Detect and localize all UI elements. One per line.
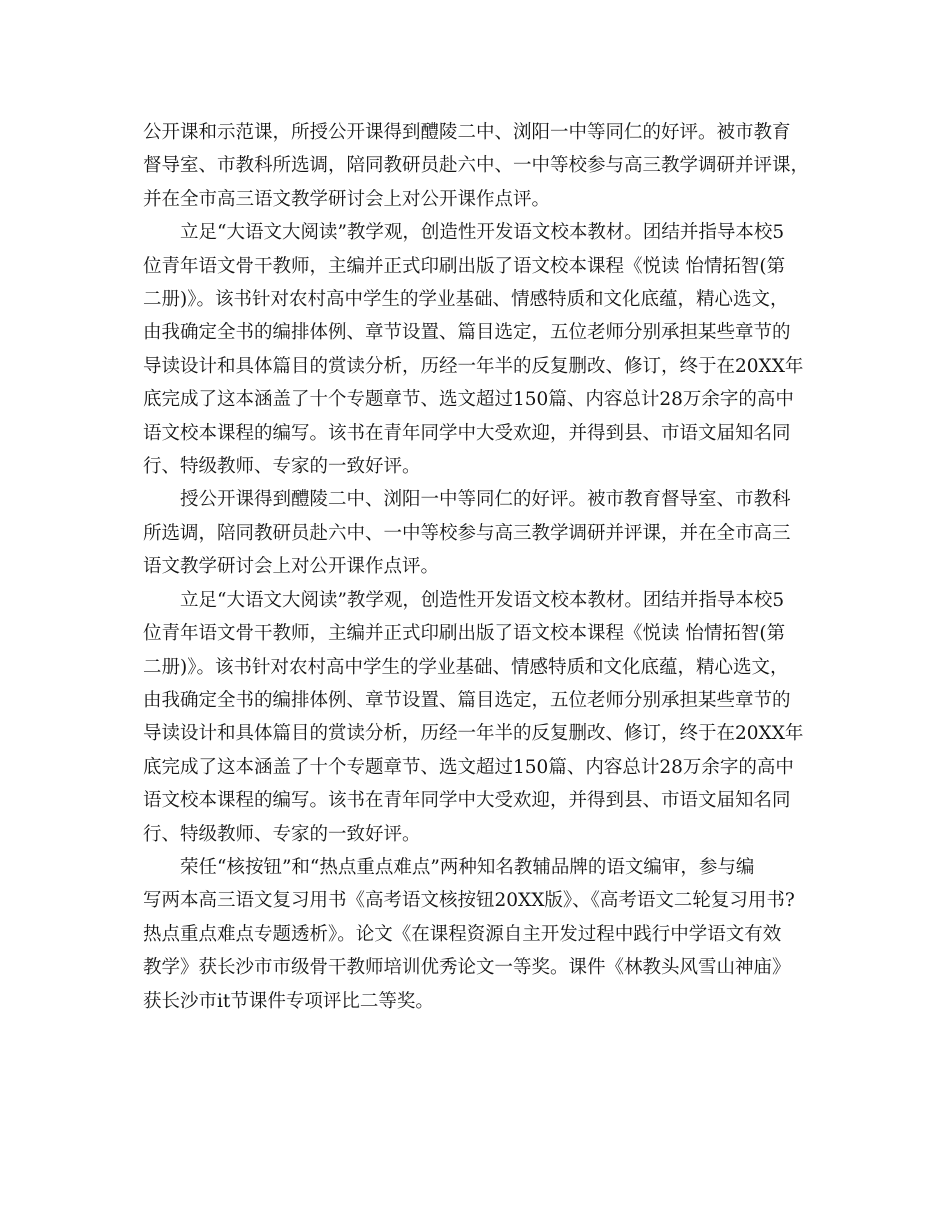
text-line: 教学》获长沙市市级骨干教师培训优秀论文一等奖。课件《林教头风雪山神庙》 <box>143 957 791 979</box>
text-line: 底完成了这本涵盖了十个专题章节、选文超过150篇、内容总计28万余字的高中 <box>143 389 794 411</box>
text-line: 行、特级教师、专家的一致好评。 <box>143 823 421 845</box>
paragraph-1 <box>143 116 810 216</box>
paragraph-4 <box>143 584 803 851</box>
text-line: 语文校本课程的编写。该书在青年同学中大受欢迎，并得到县、市语文届知名同 <box>143 422 791 444</box>
text-line: 由我确定全书的编排体例、章节设置、篇目选定，五位老师分别承担某些章节的 <box>143 322 791 344</box>
text-line: 热点重点难点专题透析》。论文《在课程资源自主开发过程中践行中学语文有效 <box>143 923 782 945</box>
paragraph-2 <box>143 216 803 483</box>
text-line: 导读设计和具体篇目的赏读分析，历经一年半的反复删改、修订，终于在20XX年 <box>143 723 804 745</box>
text-line: 公开课和示范课，所授公开课得到醴陵二中、浏阳一中等同仁的好评。被市教育 <box>143 122 791 143</box>
text-line: 写两本高三语文复习用书《高考语文核按钮20XX版》、《高考语文二轮复习用书? <box>143 890 795 912</box>
text-line: 语文校本课程的编写。该书在青年同学中大受欢迎，并得到县、市语文届知名同 <box>143 790 791 812</box>
text-line: 立足“大语文大阅读”教学观，创造性开发语文校本教材。团结并指导本校5 <box>180 222 785 244</box>
text-line: 位青年语文骨干教师，主编并正式印刷出版了语文校本课程《悦读 怡情拓智(第 <box>143 623 786 645</box>
text-line: 督导室、市教科所选调，陪同教研员赴六中、一中等校参与高三教学调研并评课， <box>143 155 810 177</box>
text-line: 底完成了这本涵盖了十个专题章节、选文超过150篇、内容总计28万余字的高中 <box>143 756 794 778</box>
text-line: 位青年语文骨干教师，主编并正式印刷出版了语文校本课程《悦读 怡情拓智(第 <box>143 255 786 277</box>
text-line: 二册)》。该书针对农村高中学生的学业基础、情感特质和文化底蕴，精心选文， <box>143 289 789 311</box>
text-line: 导读设计和具体篇目的赏读分析，历经一年半的反复删改、修订，终于在20XX年 <box>143 355 804 377</box>
text-line: 并在全市高三语文教学研讨会上对公开课作点评。 <box>143 188 551 210</box>
text-line: 获长沙市it节课件专项评比二等奖。 <box>143 990 434 1012</box>
document-body <box>143 116 810 1018</box>
text-line: 所选调，陪同教研员赴六中、一中等校参与高三教学调研并评课，并在全市高三 <box>143 522 791 544</box>
text-line: 授公开课得到醴陵二中、浏阳一中等同仁的好评。被市教育督导室、市教科 <box>180 489 791 511</box>
text-line: 由我确定全书的编排体例、章节设置、篇目选定，五位老师分别承担某些章节的 <box>143 689 791 711</box>
text-line: 二册)》。该书针对农村高中学生的学业基础、情感特质和文化底蕴，精心选文， <box>143 656 789 678</box>
paragraph-3 <box>143 483 803 583</box>
text-line: 立足“大语文大阅读”教学观，创造性开发语文校本教材。团结并指导本校5 <box>180 589 785 611</box>
text-line: 语文教学研讨会上对公开课作点评。 <box>143 556 440 578</box>
text-line: 荣任“核按钮”和“热点重点难点”两种知名教辅品牌的语文编审，参与编 <box>180 856 755 878</box>
paragraph-5 <box>143 851 803 1018</box>
text-line: 行、特级教师、专家的一致好评。 <box>143 456 421 478</box>
